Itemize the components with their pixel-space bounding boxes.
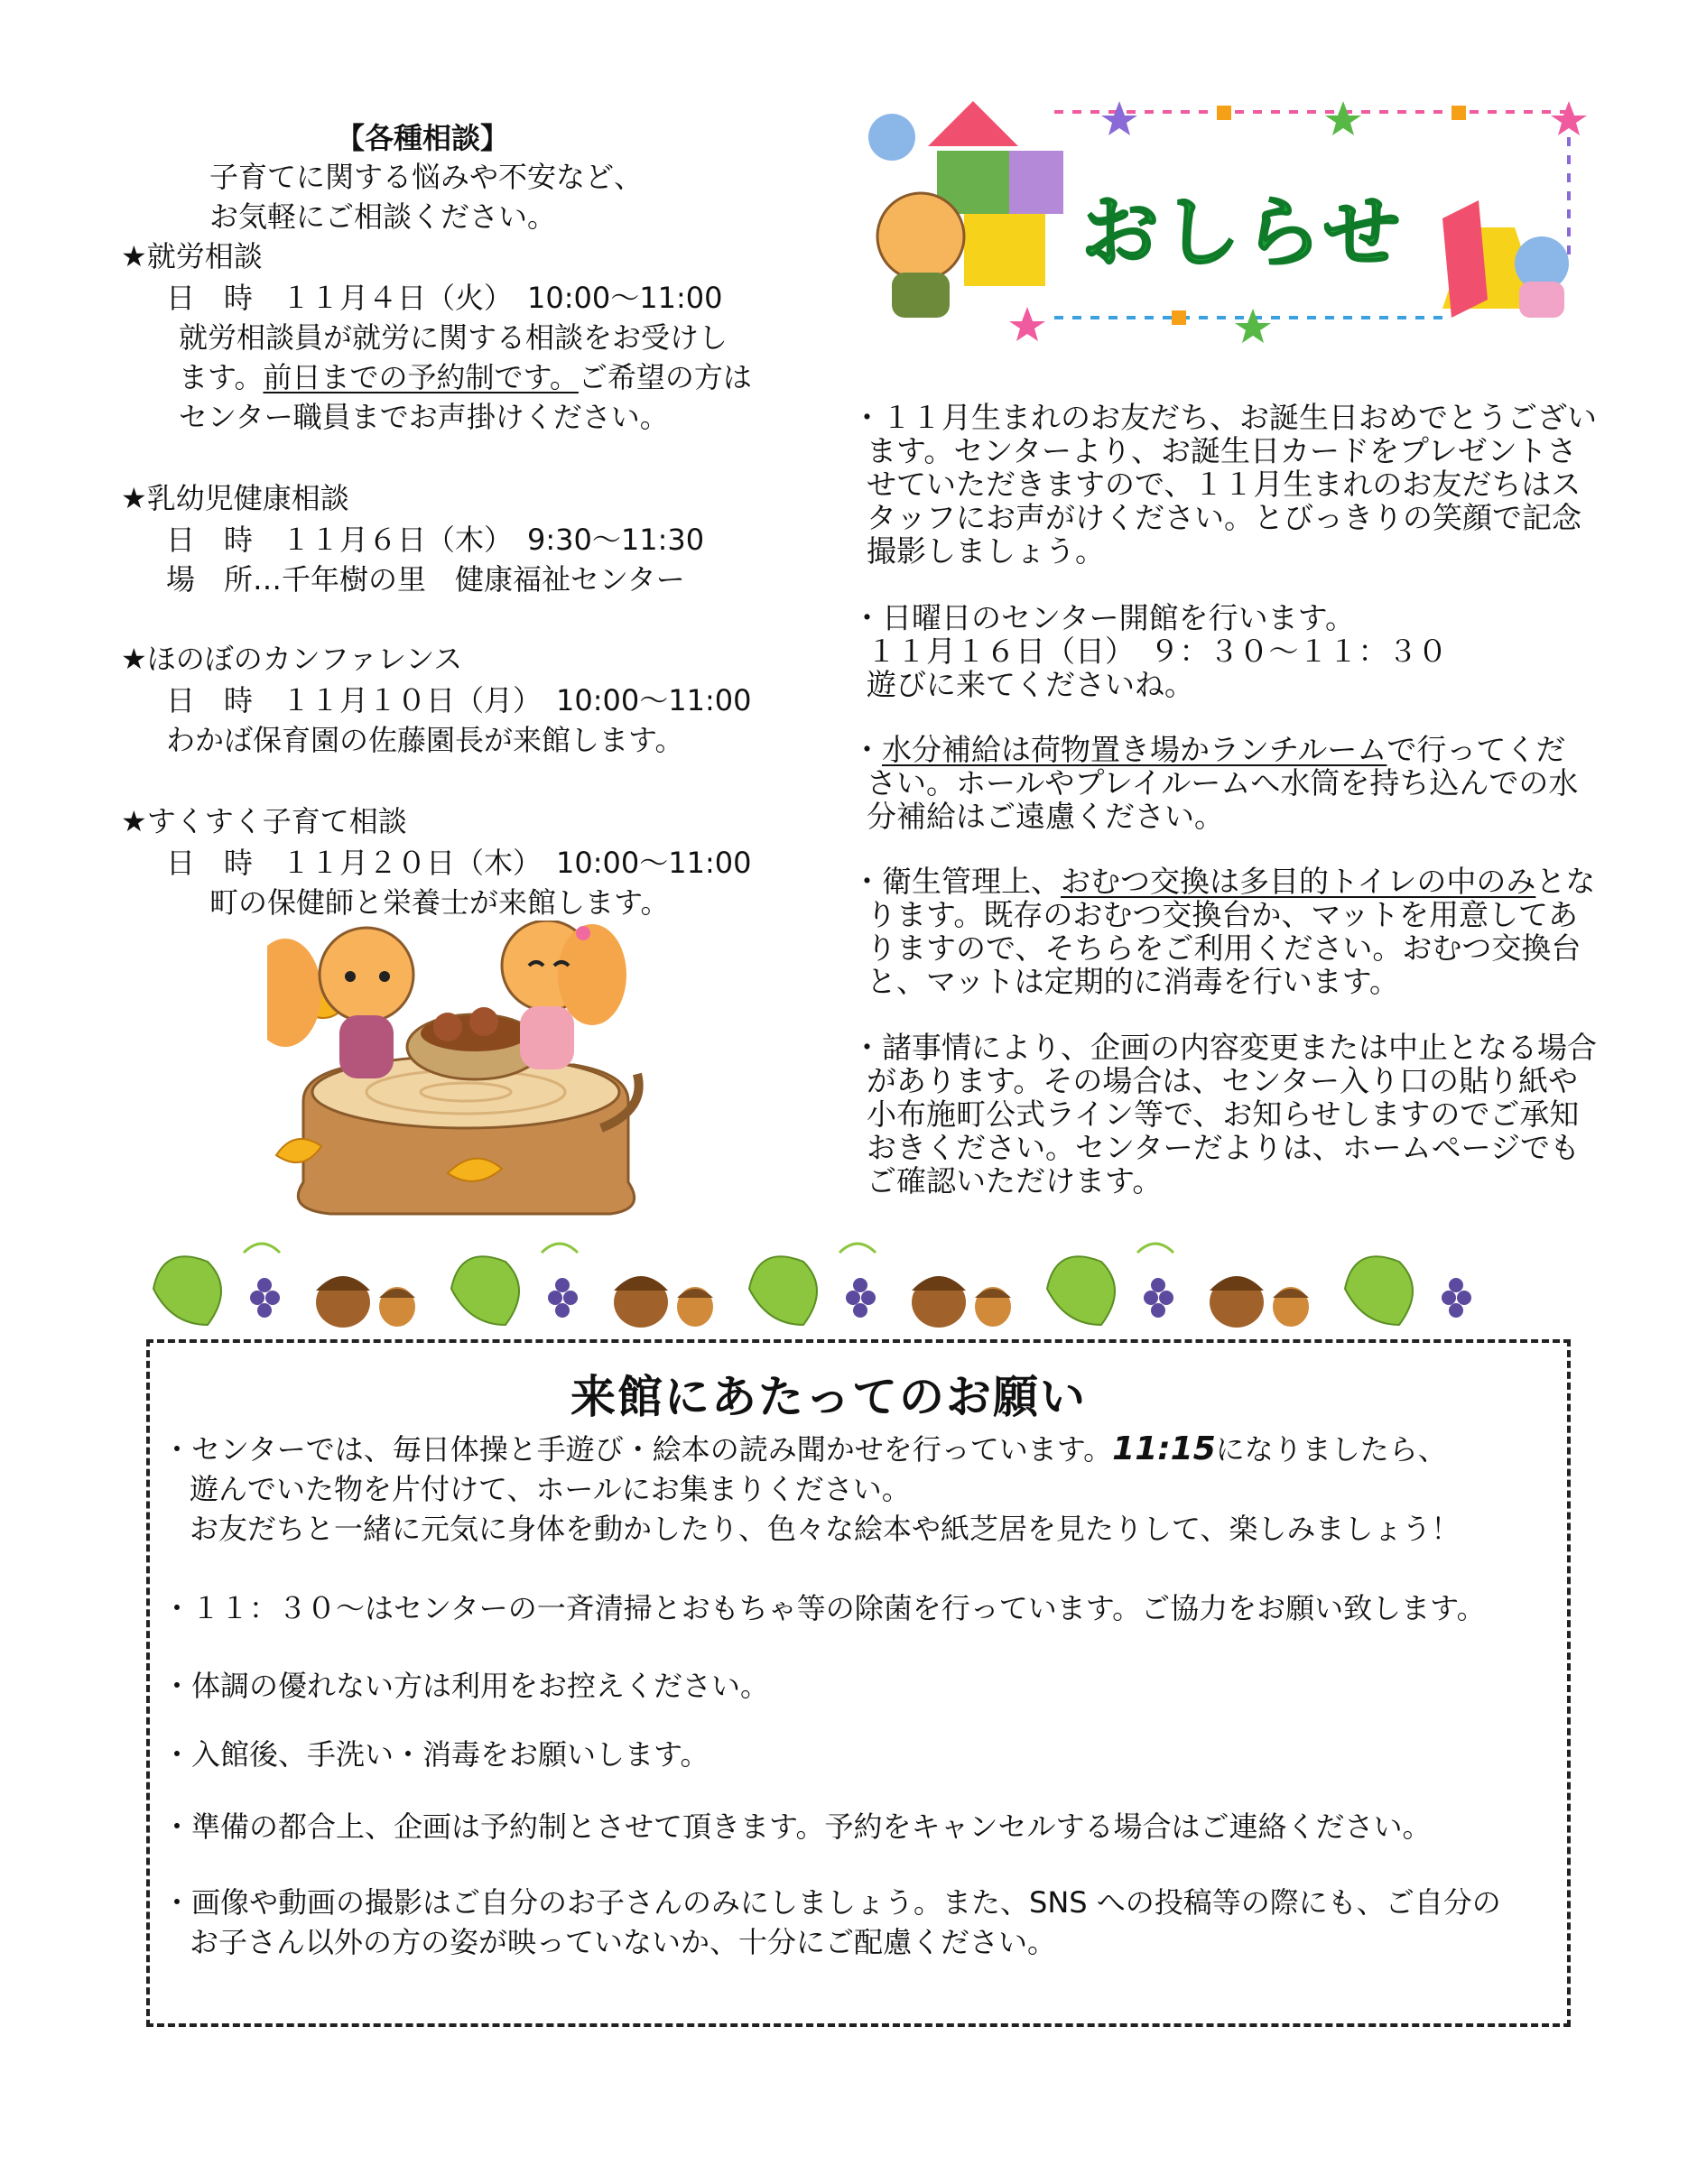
consult-intro-line2: お気軽にご相談ください。 [209, 199, 557, 234]
change-line2: があります。その場合は、センター入り口の貼り紙や [867, 1063, 1579, 1098]
diaper-underlined: おむつ交換は多目的トイレの中のみ [1061, 864, 1536, 899]
work-consult-heading: ★就労相談 [121, 239, 263, 273]
work-consult-desc1: 就労相談員が就労に関する相談をお受けし [179, 320, 728, 355]
work-consult-desc2-b: ご希望の方は [578, 360, 752, 394]
honobono-heading: ★ほのぼのカンファレンス [121, 642, 463, 676]
work-consult-desc2-a: ます。 [179, 360, 264, 394]
infant-consult-datetime: 日 時 １１月６日（木） 9:30～11:30 [166, 523, 705, 557]
diaper-line2: ります。既存のおむつ交換台か、マットを用意してあ [867, 897, 1579, 932]
reservation-notice-underlined: 前日までの予約制です。 [263, 360, 579, 394]
diaper-line1 [852, 865, 1595, 898]
sukusuku-desc: 町の保健師と栄養士が来館します。 [209, 885, 670, 920]
request-item4: ・入館後、手洗い・消毒をお願いします。 [162, 1737, 710, 1772]
request-item1-line1 [162, 1430, 1447, 1469]
work-consult-datetime: 日 時 １１月４日（火） 10:00～11:00 [166, 281, 723, 315]
consult-intro-line1: 子育てに関する悩みや不安など、 [209, 160, 644, 194]
request-title: 来館にあたってのお願い [570, 1371, 1087, 1423]
consult-section-title: 【各種相談】 [336, 121, 510, 155]
autumn-divider [135, 1235, 1571, 1334]
diaper-line4: と、マットは定期的に消毒を行います。 [867, 964, 1400, 999]
change-line4: おきください。センターだよりは、ホームページでも [867, 1130, 1581, 1165]
diaper-pre: ・衛生管理上、 [852, 864, 1061, 899]
request-item6-line2: お子さん以外の方の姿が映っていないか、十分にご配慮ください。 [190, 1925, 1057, 1959]
change-line5: ご確認いただけます。 [867, 1163, 1163, 1198]
birthday-line4: タッフにお声がけください。とびっきりの笑顔で記念 [867, 500, 1581, 535]
sunday-line2: １１月１６日（日） ９：３０～１１：３０ [867, 634, 1448, 669]
water-line3: 分補給はご遠慮ください。 [867, 799, 1224, 834]
water-line1 [852, 733, 1565, 766]
request-item1-a: ・センターでは、毎日体操と手遊び・絵本の読み聞かせを行っています。 [162, 1432, 1113, 1467]
birthday-line2: ます。センターより、お誕生日カードをプレゼントさ [867, 433, 1577, 468]
change-line1: ・諸事情により、企画の内容変更または中止となる場合 [852, 1030, 1597, 1065]
birthday-line5: 撮影しましょう。 [867, 533, 1105, 569]
sunday-line3: 遊びに来てくださいね。 [867, 667, 1194, 702]
diaper-post: とな [1535, 864, 1596, 899]
birthday-line3: せていただきますので、１１月生まれのお友だちはス [867, 467, 1581, 502]
request-item1-line3: お友だちと一緒に元気に身体を動かしたり、色々な絵本や紙芝居を見たりして、楽しみましょう！ [190, 1512, 1461, 1546]
sukusuku-heading: ★すくすく子育て相談 [121, 804, 407, 838]
request-item3: ・体調の優れない方は利用をお控えください。 [162, 1669, 770, 1703]
work-consult-desc2 [179, 357, 752, 397]
sukusuku-datetime: 日 時 １１月２０日（木） 10:00～11:00 [166, 846, 752, 880]
change-line3: 小布施町公式ライン等で、お知らせしますのでご承知 [867, 1097, 1580, 1132]
water-line1-rest: で行ってくだ [1387, 732, 1566, 767]
request-item1-b: になりましたら、 [1215, 1432, 1447, 1467]
request-item1-line2: 遊んでいた物を片付けて、ホールにお集まりください。 [190, 1472, 911, 1506]
infant-consult-heading: ★乳幼児健康相談 [121, 481, 349, 515]
request-item6-line1: ・画像や動画の撮影はご自分のお子さんのみにしましょう。また、SNS への投稿等の際にも、ご自分の [162, 1885, 1501, 1920]
honobono-datetime: 日 時 １１月１０日（月） 10:00～11:00 [166, 683, 752, 717]
water-bullet: ・ [852, 732, 882, 767]
birthday-line1: ・１１月生まれのお友だち、お誕生日おめでとうござい [852, 400, 1597, 435]
work-consult-desc3: センター職員までお声掛けください。 [179, 400, 669, 434]
sunday-line1: ・日曜日のセンター開館を行います。 [852, 600, 1356, 635]
squirrels-illustration [267, 921, 646, 1227]
request-item1-time: 11:15 [1112, 1430, 1216, 1467]
diaper-line3: りますので、そちらをご利用ください。おむつ交換台 [867, 930, 1581, 966]
water-line2: さい。ホールやプレイルームへ水筒を持ち込んでの水 [867, 765, 1579, 800]
oshirase-title: おしらせ [1081, 188, 1405, 278]
infant-consult-place: 場 所…千年樹の里 健康福祉センター [166, 562, 685, 597]
honobono-desc: わかば保育園の佐藤園長が来館します。 [166, 723, 684, 757]
request-item5: ・準備の都合上、企画は予約制とさせて頂きます。予約をキャンセルする場合はご連絡ください。 [162, 1809, 1432, 1844]
request-item2: ・１１：３０～はセンターの一斉清掃とおもちゃ等の除菌を行っています。ご協力をお願い致します。 [162, 1591, 1486, 1625]
water-underlined: 水分補給は荷物置き場かランチルーム [882, 732, 1387, 767]
